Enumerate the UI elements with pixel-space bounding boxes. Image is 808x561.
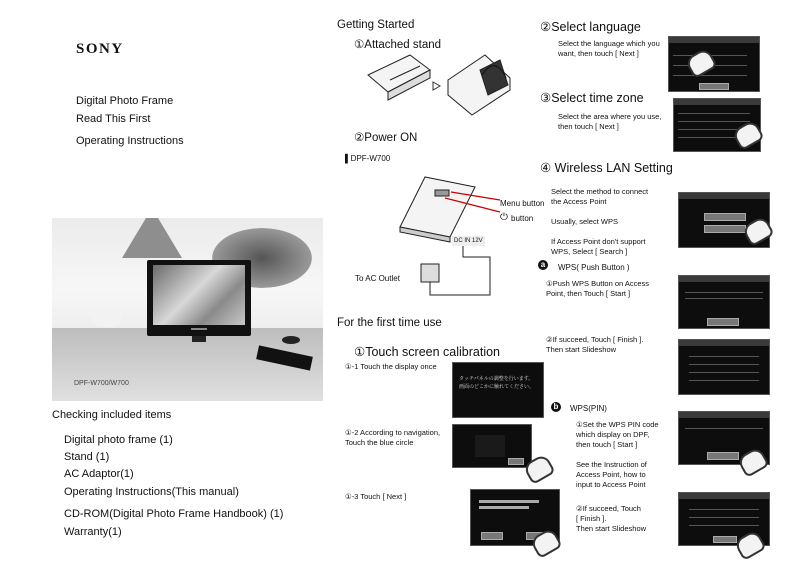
wps-button[interactable] — [704, 213, 746, 221]
calibration-screen-2[interactable] — [452, 424, 532, 468]
text-row — [685, 292, 763, 293]
sony-frame-logo — [191, 328, 207, 330]
cup — [92, 313, 122, 327]
list-row — [678, 113, 750, 114]
wps-push-screen[interactable] — [678, 275, 770, 329]
cover-photo — [52, 218, 323, 401]
item-cdrom: CD-ROM(Digital Photo Frame Handbook) (1) — [64, 508, 284, 520]
frame-stand — [192, 336, 206, 342]
step2-label-b: Touch the blue circle — [345, 438, 414, 447]
screen-line — [479, 500, 539, 503]
usually-desc: Usually, select WPS — [551, 217, 618, 226]
start-button[interactable] — [707, 318, 739, 326]
first-time-heading: For the first time use — [337, 317, 442, 329]
screen-header — [679, 276, 769, 282]
info-row — [689, 380, 759, 381]
see-desc-3: input to Access Point — [576, 480, 646, 489]
ifap-desc-2: WPS, Select [ Search ] — [551, 247, 628, 256]
wps-push-label: WPS( Push Button ) — [558, 263, 630, 272]
screen-text-1: タッチパネルの調整を行います。 — [459, 376, 534, 382]
info-row — [689, 525, 759, 526]
tz-desc-2: then touch [ Next ] — [558, 122, 619, 131]
power-icon: ⏻ — [500, 212, 508, 223]
wps-finish-screen[interactable] — [678, 339, 770, 395]
method-desc-1: Select the method to connect — [551, 187, 649, 196]
sony-logo: SONY — [76, 41, 124, 57]
screen-button[interactable] — [508, 458, 524, 465]
item-warranty: Warranty(1) — [64, 526, 122, 538]
checking-heading: Checking included items — [52, 409, 172, 421]
model-caption: DPF-W700/W700 — [74, 380, 129, 387]
memory-stick-logo — [282, 336, 300, 344]
read-first-title: Read This First — [76, 113, 151, 125]
product-title: Digital Photo Frame — [76, 95, 174, 107]
calibration-target — [475, 435, 505, 457]
item-stand: Stand (1) — [64, 451, 110, 463]
info-row — [689, 356, 759, 357]
text-row — [685, 298, 763, 299]
screen-line — [479, 506, 529, 509]
tz-desc-1: Select the area where you use, — [558, 112, 662, 121]
screen-header — [669, 37, 759, 43]
screen-header — [674, 99, 760, 105]
method-desc-2: the Access Point — [551, 197, 607, 206]
info-row — [689, 364, 759, 365]
start-button[interactable] — [707, 452, 739, 460]
model-label: ▌DPF-W700 — [345, 154, 391, 163]
marker-b: b — [551, 402, 561, 412]
getting-started-heading: Getting Started — [337, 19, 415, 31]
select-language-heading: ②Select language — [540, 20, 641, 34]
screen-header — [679, 493, 769, 499]
push-desc-1: ①Push WPS Button on Access — [546, 279, 650, 288]
ac-outlet-label: To AC Outlet — [355, 274, 400, 283]
item-photo-frame: Digital photo frame (1) — [64, 434, 173, 446]
info-row — [689, 509, 759, 510]
step2-label-a: ①-2 According to navigation, — [345, 428, 441, 437]
power-button-label: button — [511, 214, 534, 223]
list-row — [673, 75, 747, 76]
list-row — [678, 121, 750, 122]
arrow-icon — [433, 82, 440, 90]
photo-frame-device — [147, 260, 251, 336]
step3-label: ①-3 Touch [ Next ] — [345, 492, 407, 501]
menu-button-label: Menu button — [500, 199, 545, 208]
cancel-button[interactable] — [481, 532, 503, 540]
wireless-heading: ④ Wireless LAN Setting — [540, 161, 673, 175]
calibration-heading: ①Touch screen calibration — [354, 345, 501, 359]
frame-photo — [153, 265, 245, 325]
dc-in-label: DC IN 12V — [454, 238, 483, 244]
step1-label: ①-1 Touch the display once — [345, 362, 437, 371]
power-on-heading: ②Power ON — [354, 132, 418, 144]
pin-desc-1: ①Set the WPS PIN code — [576, 420, 659, 429]
succeed-desc-1: ②If succeed, Touch [ Finish ]. — [546, 335, 644, 344]
marker-a: a — [538, 260, 548, 270]
info-row — [689, 372, 759, 373]
instructions-title: Operating Instructions — [76, 135, 184, 147]
lamp-shade — [122, 218, 182, 258]
finish-desc-2: [ Finish ]. — [576, 514, 607, 523]
screen-header — [679, 340, 769, 346]
ifap-desc-1: If Access Point don't support — [551, 237, 646, 246]
search-button[interactable] — [704, 225, 746, 233]
calibration-screen-1[interactable] — [452, 362, 544, 418]
info-row — [689, 517, 759, 518]
select-timezone-heading: ③Select time zone — [540, 91, 644, 105]
see-desc-2: Access Point, how to — [576, 470, 646, 479]
item-instructions: Operating Instructions(This manual) — [64, 486, 239, 498]
finish-desc-3: Then start Slideshow — [576, 524, 647, 533]
screen-header — [679, 193, 769, 199]
finish-button[interactable] — [713, 536, 737, 543]
push-desc-2: Point, then Touch [ Start ] — [546, 289, 631, 298]
succeed-desc-2: Then start Slideshow — [546, 345, 617, 354]
screen-text-2: 画面のどこかに触れてください。 — [459, 384, 535, 390]
item-ac-adaptor: AC Adaptor(1) — [64, 468, 134, 480]
pin-desc-2: which display on DPF, — [576, 430, 650, 439]
stand-illustration — [360, 50, 520, 125]
lang-desc-1: Select the language which you — [558, 39, 660, 48]
text-row — [685, 428, 763, 429]
next-button[interactable] — [699, 83, 729, 90]
pin-desc-3: then touch [ Start ] — [576, 440, 638, 449]
see-desc-1: See the Instruction of — [576, 460, 647, 469]
wps-pin-label: WPS(PIN) — [570, 404, 607, 413]
lang-desc-2: want, then touch [ Next ] — [558, 49, 639, 58]
screen-header — [679, 412, 769, 418]
finish-desc-1: ②If succeed, Touch — [576, 504, 641, 513]
attached-stand-heading: ①Attached stand — [354, 39, 442, 51]
